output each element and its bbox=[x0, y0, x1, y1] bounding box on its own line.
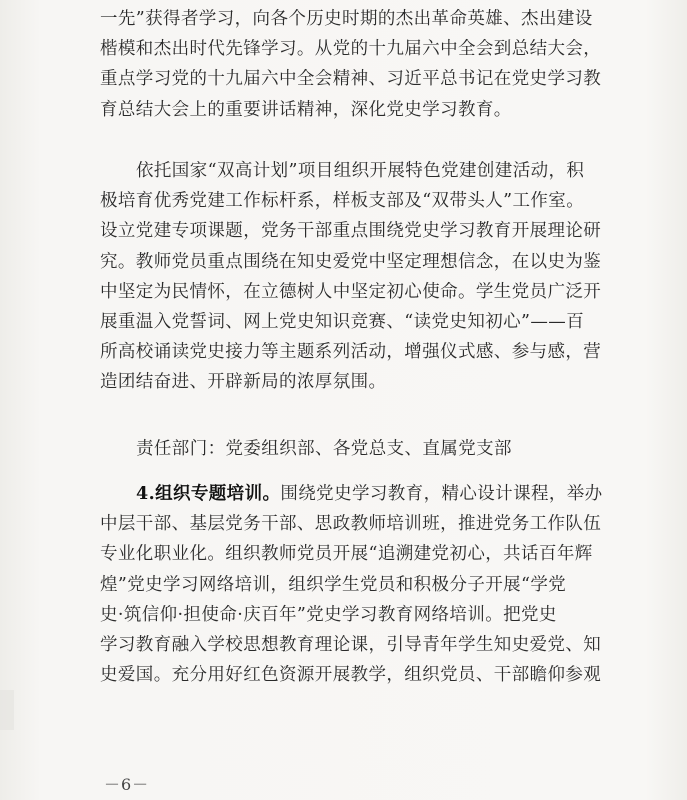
text-line: 所高校诵读党史接力等主题系列活动，增强仪式感、参与感，营 bbox=[100, 342, 602, 363]
text-line: 极培育优秀党建工作标杆系，样板支部及“双带头人”工作室。 bbox=[100, 191, 585, 212]
text-line: 展重温入党誓词、网上党史知识竞赛、“读党史知初心”——百 bbox=[100, 311, 585, 332]
text-line: 学习教育融入学校思想教育理论课，引导青年学生知史爱党、知 bbox=[100, 634, 602, 655]
text-line: 育总结大会上的重要讲话精神，深化党史学习教育。 bbox=[100, 99, 512, 120]
text-line: 史爱国。充分用好红色资源开展教学，组织党员、干部瞻仰参观 bbox=[100, 665, 602, 686]
scan-blemish bbox=[0, 690, 14, 730]
text-line: 专业化职业化。组织教师党员开展“追溯建党初心，共话百年辉 bbox=[100, 544, 593, 565]
text-line: 中坚定为民情怀，在立德树人中坚定初心使命。学生党员广泛开 bbox=[100, 281, 602, 302]
page-number: －6－ bbox=[104, 775, 150, 794]
section-4-first-line bbox=[100, 479, 620, 509]
section-4 bbox=[100, 479, 620, 690]
text-line: 一先”获得者学习，向各个历史时期的杰出革命英雄、杰出建设 bbox=[100, 9, 593, 29]
responsible-departments: 责任部门：党委组织部、各党总支、直属党支部 bbox=[136, 439, 512, 459]
text-line: 中层干部、基层党务干部、思政教师培训班，推进党务工作队伍 bbox=[100, 514, 602, 535]
text-line: 重点学习党的十九届六中全会精神、习近平总书记在党史学习教 bbox=[100, 69, 602, 90]
section-4-heading: 4.组织专题培训。 bbox=[136, 484, 281, 504]
text-line: 煌”党史学习网络培训，组织学生党员和积极分子开展“学党 bbox=[100, 574, 567, 595]
paragraph-2 bbox=[100, 156, 620, 398]
text-line: 究。教师党员重点围绕在知史爱党中坚定理想信念，在以史为鉴 bbox=[100, 251, 602, 272]
text-line: 楷模和杰出时代先锋学习。从党的十九届六中全会到总结大会， bbox=[100, 39, 602, 60]
text-line: 设立党建专项课题，党务干部重点围绕党史学习教育开展理论研 bbox=[100, 221, 602, 242]
text-line: 史·筑信仰·担使命·庆百年”党史学习教育网络培训。把党史 bbox=[100, 604, 557, 625]
text-fragment: 围绕党史学习教育，精心设计课程，举办 bbox=[280, 484, 603, 504]
text-line: 依托国家“双高计划”项目组织开展特色党建创建活动，积 bbox=[136, 161, 585, 181]
text-line: 造团结奋进、开辟新局的浓厚氛围。 bbox=[100, 372, 387, 393]
paragraph-1 bbox=[100, 4, 620, 125]
